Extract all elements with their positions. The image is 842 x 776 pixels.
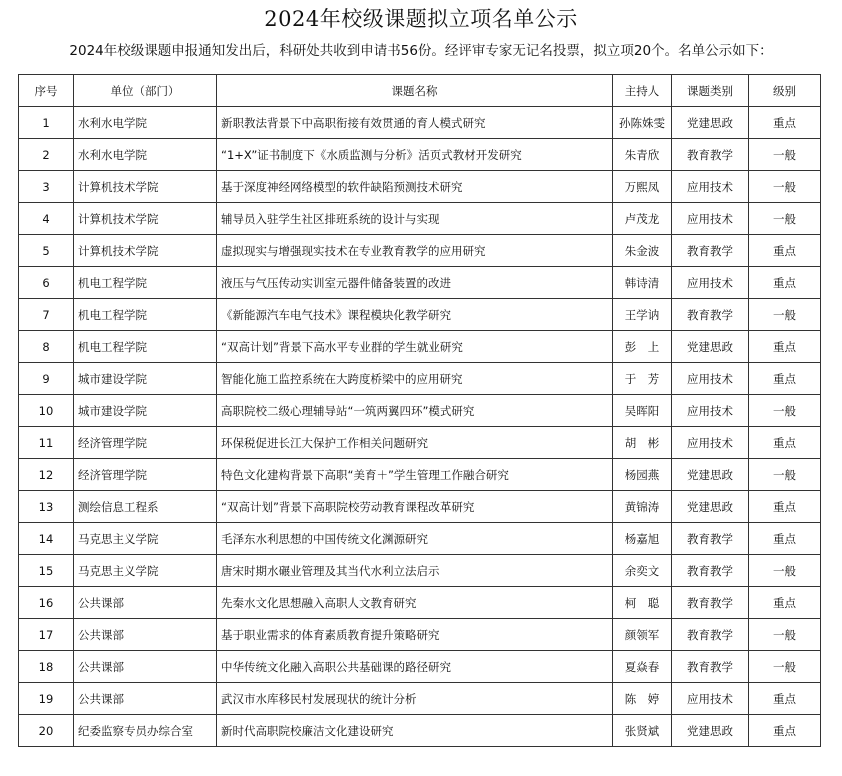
cell-index: 20	[19, 715, 74, 747]
cell-unit: 公共课部	[74, 587, 217, 619]
cell-category: 党建思政	[672, 491, 749, 523]
cell-level: 重点	[749, 715, 821, 747]
cell-project-name: 智能化施工监控系统在大跨度桥梁中的应用研究	[217, 363, 613, 395]
table-row	[19, 363, 821, 395]
table-row	[19, 587, 821, 619]
cell-category: 应用技术	[672, 427, 749, 459]
cell-index: 15	[19, 555, 74, 587]
cell-unit: 马克思主义学院	[74, 555, 217, 587]
cell-index: 17	[19, 619, 74, 651]
project-list-table	[18, 74, 821, 747]
cell-index: 6	[19, 267, 74, 299]
cell-category: 教育教学	[672, 651, 749, 683]
cell-host: 于 芳	[613, 363, 672, 395]
cell-level: 一般	[749, 555, 821, 587]
cell-index: 1	[19, 107, 74, 139]
cell-unit: 经济管理学院	[74, 427, 217, 459]
header-category: 课题类别	[672, 75, 749, 107]
page-title: 2024年校级课题拟立项名单公示	[264, 7, 578, 31]
cell-level: 一般	[749, 203, 821, 235]
table-row	[19, 299, 821, 331]
table-row	[19, 651, 821, 683]
cell-level: 一般	[749, 171, 821, 203]
cell-project-name: “1+X”证书制度下《水质监测与分析》活页式教材开发研究	[217, 139, 613, 171]
cell-host: 柯 聪	[613, 587, 672, 619]
header-host: 主持人	[613, 75, 672, 107]
cell-index: 5	[19, 235, 74, 267]
cell-project-name: 液压与气压传动实训室元器件储备装置的改进	[217, 267, 613, 299]
cell-category: 教育教学	[672, 139, 749, 171]
table-row	[19, 139, 821, 171]
cell-project-name: 特色文化建构背景下高职“美育＋”学生管理工作融合研究	[217, 459, 613, 491]
cell-host: 朱青欣	[613, 139, 672, 171]
cell-project-name: 唐宋时期水碾业管理及其当代水利立法启示	[217, 555, 613, 587]
cell-category: 教育教学	[672, 235, 749, 267]
cell-host: 杨嘉旭	[613, 523, 672, 555]
cell-project-name: 毛泽东水利思想的中国传统文化渊源研究	[217, 523, 613, 555]
cell-project-name: 虚拟现实与增强现实技术在专业教育教学的应用研究	[217, 235, 613, 267]
cell-level: 重点	[749, 363, 821, 395]
cell-unit: 公共课部	[74, 683, 217, 715]
cell-category: 应用技术	[672, 395, 749, 427]
cell-index: 13	[19, 491, 74, 523]
cell-host: 万熙凤	[613, 171, 672, 203]
table-row	[19, 619, 821, 651]
cell-host: 黄锦涛	[613, 491, 672, 523]
table-row	[19, 683, 821, 715]
cell-level: 重点	[749, 683, 821, 715]
table-row	[19, 267, 821, 299]
cell-level: 重点	[749, 427, 821, 459]
cell-unit: 计算机技术学院	[74, 203, 217, 235]
cell-level: 重点	[749, 235, 821, 267]
cell-category: 应用技术	[672, 171, 749, 203]
cell-project-name: “双高计划”背景下高水平专业群的学生就业研究	[217, 331, 613, 363]
cell-index: 8	[19, 331, 74, 363]
cell-unit: 水利水电学院	[74, 107, 217, 139]
cell-index: 19	[19, 683, 74, 715]
cell-index: 11	[19, 427, 74, 459]
cell-project-name: 基于深度神经网络模型的软件缺陷预测技术研究	[217, 171, 613, 203]
cell-category: 应用技术	[672, 203, 749, 235]
cell-index: 7	[19, 299, 74, 331]
cell-host: 韩诗清	[613, 267, 672, 299]
cell-index: 4	[19, 203, 74, 235]
cell-category: 教育教学	[672, 587, 749, 619]
cell-project-name: “双高计划”背景下高职院校劳动教育课程改革研究	[217, 491, 613, 523]
cell-category: 应用技术	[672, 683, 749, 715]
table-row	[19, 203, 821, 235]
cell-host: 颜领军	[613, 619, 672, 651]
table-row	[19, 491, 821, 523]
cell-unit: 经济管理学院	[74, 459, 217, 491]
cell-unit: 机电工程学院	[74, 331, 217, 363]
header-unit: 单位（部门）	[74, 75, 217, 107]
cell-project-name: 辅导员入驻学生社区排班系统的设计与实现	[217, 203, 613, 235]
table-row	[19, 459, 821, 491]
table-body	[19, 107, 821, 747]
table-row	[19, 171, 821, 203]
cell-category: 党建思政	[672, 331, 749, 363]
cell-host: 陈 婷	[613, 683, 672, 715]
cell-category: 党建思政	[672, 107, 749, 139]
cell-unit: 城市建设学院	[74, 363, 217, 395]
table-row	[19, 395, 821, 427]
cell-unit: 马克思主义学院	[74, 523, 217, 555]
cell-host: 彭 上	[613, 331, 672, 363]
cell-host: 余奕文	[613, 555, 672, 587]
header-project-name: 课题名称	[217, 75, 613, 107]
cell-host: 胡 彬	[613, 427, 672, 459]
cell-project-name: 环保税促进长江大保护工作相关问题研究	[217, 427, 613, 459]
table-row	[19, 107, 821, 139]
cell-host: 夏焱春	[613, 651, 672, 683]
cell-level: 一般	[749, 619, 821, 651]
cell-unit: 测绘信息工程系	[74, 491, 217, 523]
table-row	[19, 555, 821, 587]
cell-project-name: 中华传统文化融入高职公共基础课的路径研究	[217, 651, 613, 683]
cell-unit: 机电工程学院	[74, 299, 217, 331]
cell-level: 重点	[749, 267, 821, 299]
cell-project-name: 武汉市水库移民村发展现状的统计分析	[217, 683, 613, 715]
cell-unit: 水利水电学院	[74, 139, 217, 171]
cell-level: 一般	[749, 395, 821, 427]
cell-level: 重点	[749, 587, 821, 619]
cell-index: 9	[19, 363, 74, 395]
cell-host: 卢茂龙	[613, 203, 672, 235]
table-header-row	[19, 75, 821, 107]
cell-host: 杨园燕	[613, 459, 672, 491]
cell-category: 教育教学	[672, 619, 749, 651]
cell-unit: 机电工程学院	[74, 267, 217, 299]
cell-project-name: 基于职业需求的体育素质教育提升策略研究	[217, 619, 613, 651]
cell-index: 18	[19, 651, 74, 683]
cell-unit: 城市建设学院	[74, 395, 217, 427]
table-row	[19, 331, 821, 363]
cell-category: 教育教学	[672, 555, 749, 587]
cell-unit: 纪委监察专员办综合室	[74, 715, 217, 747]
cell-index: 16	[19, 587, 74, 619]
cell-category: 党建思政	[672, 715, 749, 747]
cell-level: 一般	[749, 459, 821, 491]
cell-index: 3	[19, 171, 74, 203]
cell-unit: 公共课部	[74, 619, 217, 651]
table-row	[19, 523, 821, 555]
announcement-text: 2024年校级课题申报通知发出后，科研处共收到申请书56份。经评审专家无记名投票，拟立项20个。名单公示如下：	[69, 43, 773, 59]
cell-project-name: 《新能源汽车电气技术》课程模块化教学研究	[217, 299, 613, 331]
cell-host: 朱金波	[613, 235, 672, 267]
cell-category: 教育教学	[672, 523, 749, 555]
cell-host: 张贤斌	[613, 715, 672, 747]
cell-index: 2	[19, 139, 74, 171]
cell-level: 重点	[749, 491, 821, 523]
cell-level: 一般	[749, 299, 821, 331]
cell-category: 应用技术	[672, 363, 749, 395]
header-level: 级别	[749, 75, 821, 107]
cell-host: 孙陈姝雯	[613, 107, 672, 139]
cell-category: 党建思政	[672, 459, 749, 491]
cell-index: 14	[19, 523, 74, 555]
cell-level: 一般	[749, 651, 821, 683]
cell-unit: 计算机技术学院	[74, 171, 217, 203]
cell-unit: 计算机技术学院	[74, 235, 217, 267]
cell-category: 应用技术	[672, 267, 749, 299]
cell-level: 重点	[749, 331, 821, 363]
cell-category: 教育教学	[672, 299, 749, 331]
table-row	[19, 427, 821, 459]
cell-level: 一般	[749, 139, 821, 171]
header-index: 序号	[19, 75, 74, 107]
table-row	[19, 715, 821, 747]
cell-level: 重点	[749, 523, 821, 555]
cell-project-name: 新时代高职院校廉洁文化建设研究	[217, 715, 613, 747]
cell-project-name: 先秦水文化思想融入高职人文教育研究	[217, 587, 613, 619]
cell-project-name: 新职教法背景下中高职衔接有效贯通的育人模式研究	[217, 107, 613, 139]
cell-index: 10	[19, 395, 74, 427]
cell-unit: 公共课部	[74, 651, 217, 683]
cell-level: 重点	[749, 107, 821, 139]
cell-host: 吴晖阳	[613, 395, 672, 427]
cell-index: 12	[19, 459, 74, 491]
cell-project-name: 高职院校二级心理辅导站“一筑两翼四环”模式研究	[217, 395, 613, 427]
cell-host: 王学讷	[613, 299, 672, 331]
table-row	[19, 235, 821, 267]
